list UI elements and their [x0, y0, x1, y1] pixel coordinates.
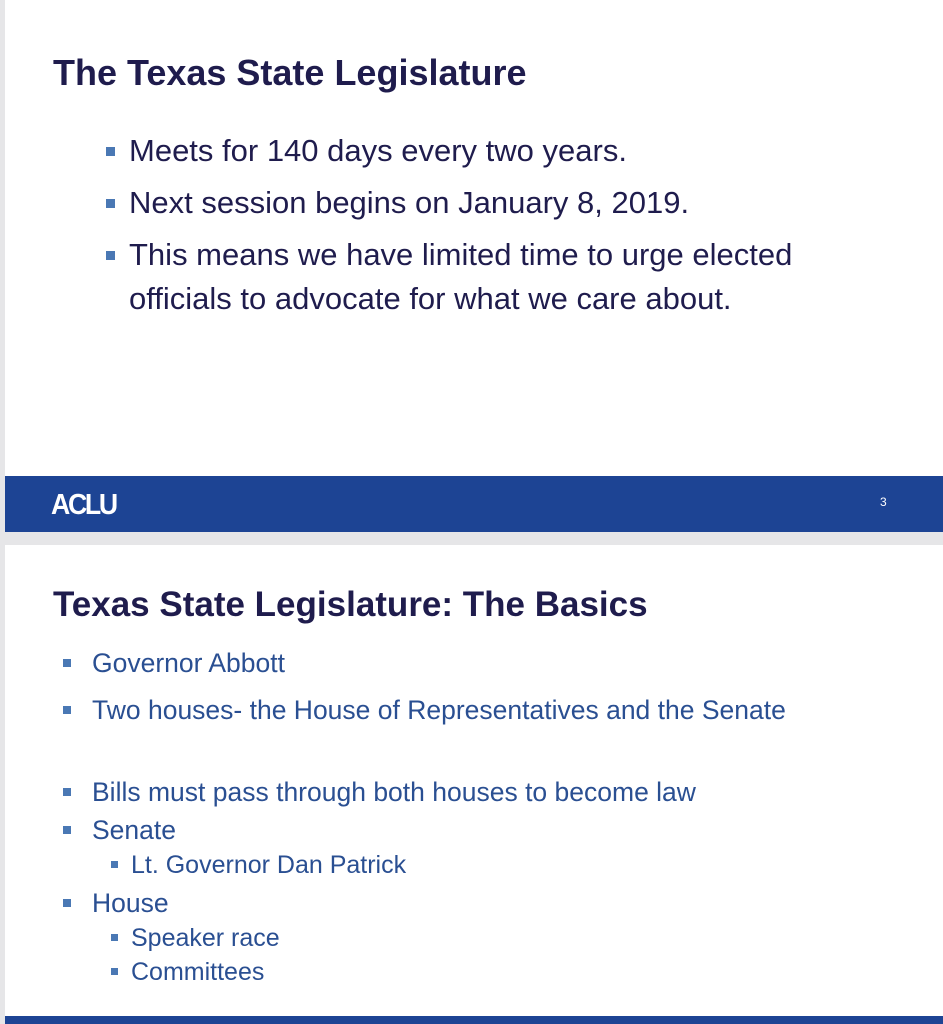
aclu-logo: ACLU	[51, 489, 116, 521]
footer-bar	[5, 1016, 943, 1024]
bullet-marker-icon	[63, 706, 71, 714]
bullet-marker-icon	[106, 251, 115, 260]
bullet-marker-icon	[111, 934, 118, 941]
slide-title: The Texas State Legislature	[53, 52, 527, 93]
bullet-marker-icon	[106, 199, 115, 208]
bullet-marker-icon	[106, 147, 115, 156]
bullet-marker-icon	[111, 968, 118, 975]
slide-title: Texas State Legislature: The Basics	[53, 585, 648, 624]
bullet-marker-icon	[63, 788, 71, 796]
slide-4: Texas State Legislature: The Basics Governor Abbott Two houses- the House of Representatives and the Senate Bills must pass through both houses to become law Senate Lt. Governor Dan Patrick House Speaker race Committees	[5, 545, 943, 1024]
slide-3: The Texas State Legislature Meets for 140 days every two years. Next session begins on January 8, 2019. This means we have limited time to urge elected officials to advocate for what we care about. ACLU 3	[5, 0, 943, 532]
bullet-marker-icon	[63, 899, 71, 907]
bullet-marker-icon	[63, 659, 71, 667]
bullet-marker-icon	[63, 826, 71, 834]
page-number: 3	[880, 495, 887, 509]
bullet-marker-icon	[111, 861, 118, 868]
footer-bar	[5, 476, 943, 532]
